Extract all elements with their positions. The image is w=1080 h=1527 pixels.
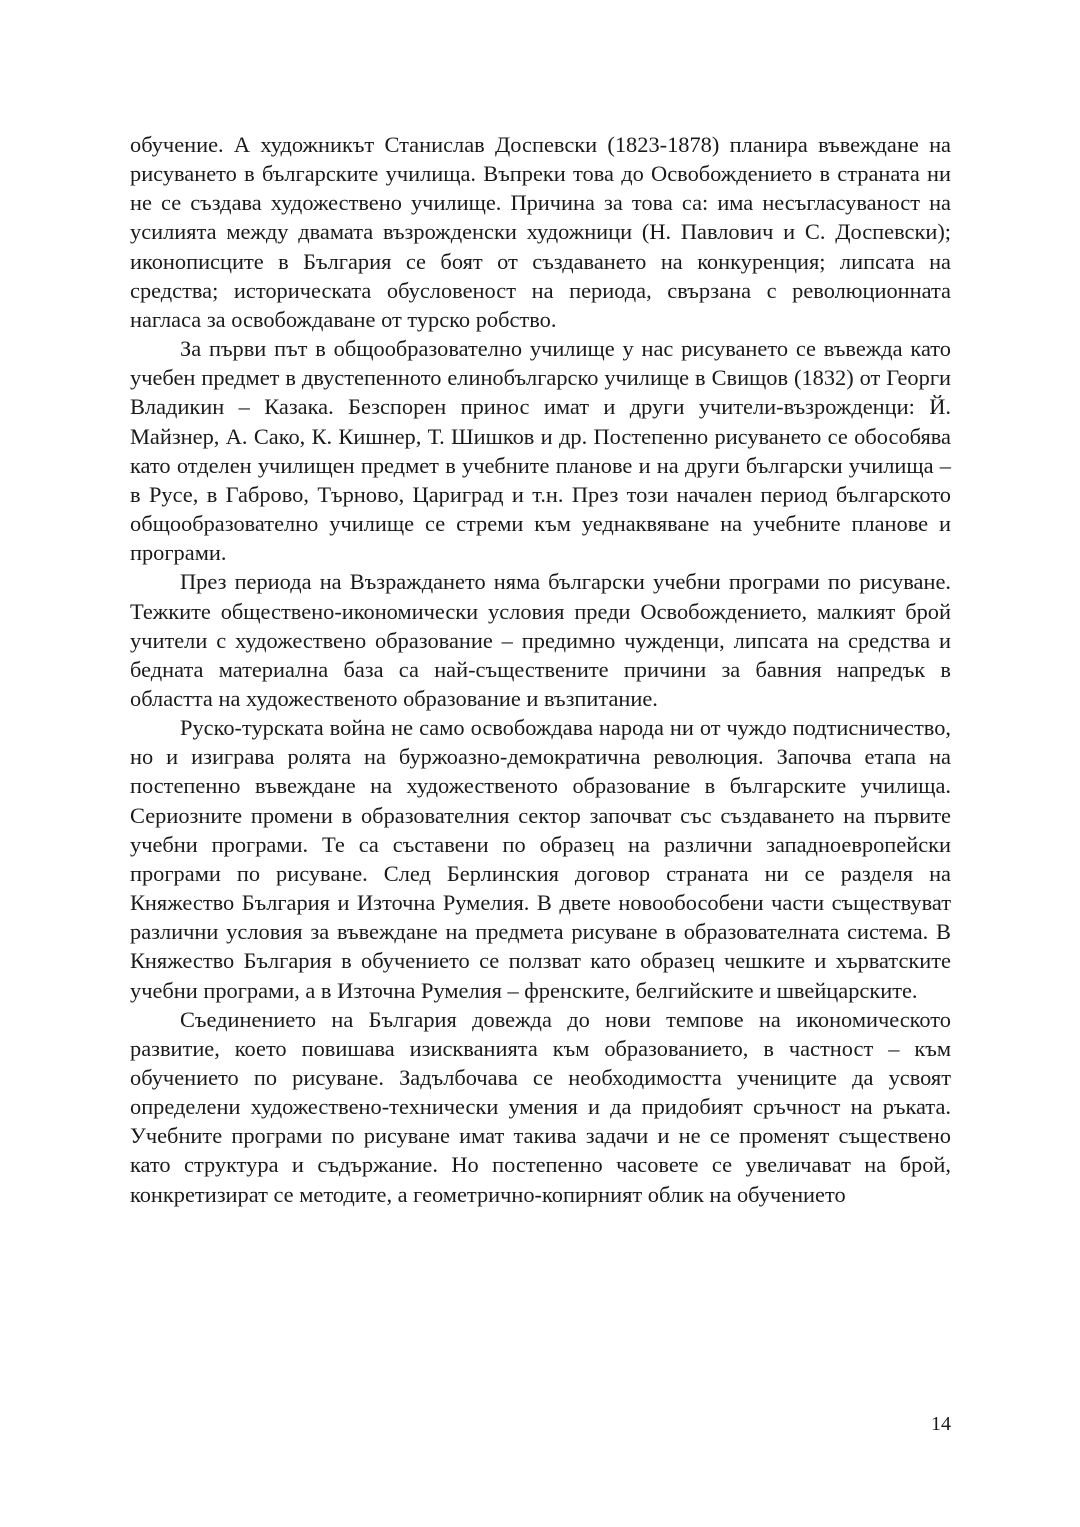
paragraph-3: През периода на Възраждането няма български учебни програми по рисуване. Тежките обществено-икономически условия преди Освобождението, малкият брой учители с художествено образование – предимно чужденци, липсата на средства и бедната материална база са най-съществените причини за бавния напредък в областта на художественото образование и възпитание. [130, 569, 951, 711]
body-text [130, 130, 951, 1209]
paragraph-5: Съединението на България довежда до нови темпове на икономическото развитие, което повишава изискванията към образованието, в частност – към обучението по рисуване. Задълбочава се необходимостта учениците да усвоят определени художествено-технически умения и да придобият сръчност на ръката. Учебните програми по рисуване имат такива задачи и не се променят съществено като структура и съдържание. Но постепенно часовете се увеличават на брой, конкретизират се методите, а геометрично-копирният облик на обучението [130, 1006, 951, 1207]
page-number: 14 [931, 1413, 951, 1435]
paragraph-2: За първи път в общообразователно училище у нас рисуването се въвежда като учебен предмет в двустепенното елинобългарско училище в Свищов (1832) от Георги Владикин – Казака. Безспорен принос имат и други учители-възрожденци: Й. Майзнер, А. Сако, К. Кишнер, Т. Шишков и др. Постепенно рисуването се обособява като отделен училищен предмет в учебните планове и на други български училища – в Русе, в Габрово, Търново, Цариград и т.н. През този начален период българското общообразователно училище се стреми към уеднаквяване на учебните планове и програми. [130, 336, 951, 566]
paragraph-1: обучение. А художникът Станислав Доспевски (1823-1878) планира въвеждане на рисуването в българските училища. Въпреки това до Освобождението в страната ни не се създава художествено училище. Причина за това са: има несъгласуваност на усилията между двамата възрожденски художници (Н. Павлович и С. Доспевски); иконописците в България се боят от създаването на конкуренция; липсата на средства; историческата обусловеност на периода, свързана с революционната нагласа за освобождаване от турско робство. [130, 132, 951, 332]
paragraph-4: Руско-турската война не само освобождава народа ни от чуждо подтисничество, но и изиграва ролята на буржоазно-демократична революция. Започва етапа на постепенно въвеждане на художественото образование в българските училища. Сериозните промени в образователния сектор започват със създаването на първите учебни програми. Те са съставени по образец на различни западноевропейски програми по рисуване. След Берлинския договор страната ни се разделя на Княжество България и Източна Румелия. В двете новообособени части съществуват различни условия за въвеждане на предмета рисуване в образователната система. В Княжество България в обучението се ползват като образец чешките и хърватските учебни програми, а в Източна Румелия – френските, белгийските и швейцарските. [130, 715, 951, 1003]
